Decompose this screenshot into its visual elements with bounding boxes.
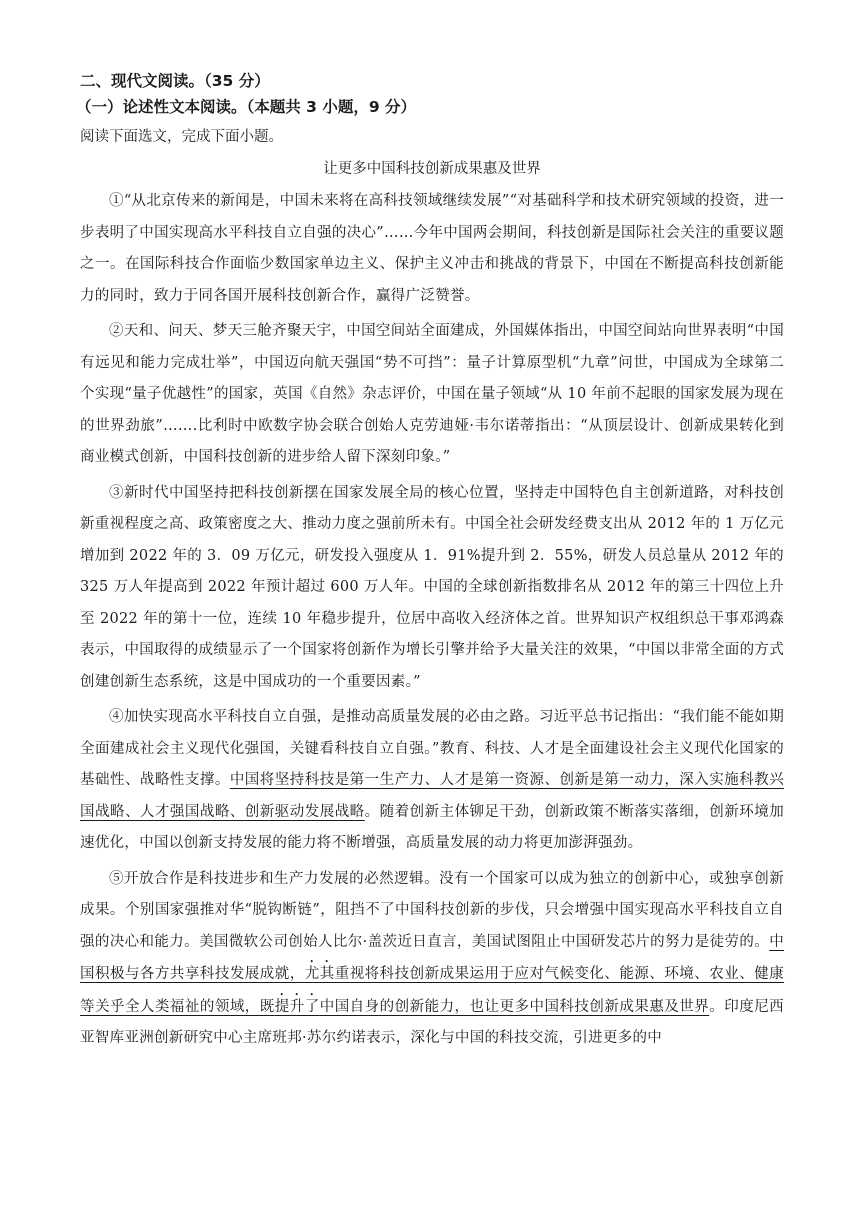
subsection-heading: （一）论述性文本阅读。（本题共 3 小题，9 分） (76, 98, 417, 116)
paragraph-2: ②天和、问天、梦天三舱齐聚天宇，中国空间站全面建成，外国媒体指出，中国空间站向世界表明“中国有远见和能力完成壮举”，中国迈向航天强国“势不可挡”：量子计算原型机“九章”问世，中国成为全球第二个实现“量子优越性”的国家，英国《自然》杂志评价，中国在量子领域“从 10 年前不起眼的国家发展为现在的世界劲旅”…….比利时中欧数字协会联合创始人克劳迪娅·韦尔诺蒂指出：“从顶层设计、创新成果转化到商业模式创新，中国科技创新的进步给人留下深刻印象。” (80, 323, 784, 465)
paragraph-5-text-start: ⑤开放合作是科技进步和生产力发展的必然逻辑。没有一个国家可以成为独立的创新中心，或独享创新成果。个别国家强推对华“脱钩断链”，阻挡不了中国科技创新的步伐，只会增强中国实现高水平科技自立自强的决心和能力。美国微软公司创始人比尔·盖茨近日直言，美国试图阻止中国研发芯片的努力是徒劳的。 (80, 870, 784, 950)
paragraph-1: ①“从北京传来的新闻是，中国未来将在高科技领域继续发展”“对基础科学和技术研究领域的投资，进一步表明了中国实现高水平科技自立自强的决心”……今年中国两会期间，科技创新是国际社会关注的重要议题之一。在国际科技合作面临少数国家单边主义、保护主义冲击和挑战的背景下，中国在不断提高科技创新能力的同时，致力于同各国开展科技创新合作，赢得广泛赞誉。 (80, 193, 784, 304)
exam-page (76, 68, 785, 1059)
paragraph-5 (80, 864, 784, 1055)
paragraph-3: ③新时代中国坚持把科技创新摆在国家发展全局的核心位置，坚持走中国特色自主创新道路，对科技创新重视程度之高、政策密度之大、推动力度之强前所未有。中国全社会研发经费支出从 2012 年的 1 万亿元增加到 2022 年的 3．09 万亿元，研发投入强度从 1．91%提升到 2．55%，研发人员总量从 2012 年的 325 万人年提高到 2022 年预计超过 600 万人年。中国的全球创新指数排名从 2012 年的第三十四位上升至 2022 年的第十一位，连续 10 年稳步提升，位居中高收入经济体之首。世界知识产权组织总干事邓鸿森表示，中国取得的成绩显示了一个国家将创新作为增长引擎并给予大量关注的效果，“中国以非常全面的方式创建创新生态系统，这是中国成功的一个重要因素。” (80, 484, 784, 690)
article-title: 让更多中国科技创新成果惠及世界 (323, 161, 541, 177)
paragraph-4-underlined-sentence: 中国将坚持科技是第一生产力、人才是第一资源、创新是第一动力，深入实施科教兴国战略、人才强国战略、创新驱动发展战略 (80, 772, 784, 820)
instruction-text: 阅读下面选文，完成下面小题。 (80, 129, 283, 145)
paragraph-5-underlined-part-3: 中国自身的创新能力，也让更多中国科技创新成果惠及世界 (319, 998, 710, 1015)
paragraph-5-underlined-part-2: 重视将科技创新成果运用于应对气候变化、能源、环境、农业、健康等关乎全人类福祉的领域，既 (80, 966, 785, 1015)
paragraph-5-dotted-word-1: 尤其 (304, 966, 335, 982)
paragraph-4 (80, 702, 784, 860)
paragraph-4-text-end: 。随着创新主体铆足干劲，创新政策不断落实落细，创新环境加速优化，中国以创新支持发展的能力将不断增强，高质量发展的动力将更加澎湃强劲。 (80, 803, 784, 851)
paragraph-4-text-start: ④加快实现高水平科技自立自强，是推动高质量发展的必由之路。习近平总书记指出：“我们能不能如期全面建成社会主义现代化强国，关键看科技自立自强。”教育、科技、人才是全面建设社会主义现代化国家的基础性、战略性支撑。 (80, 709, 784, 788)
section-heading: 二、现代文阅读。（35 分） (80, 72, 270, 90)
paragraph-5-dotted-word-2: 提升了 (274, 998, 320, 1015)
paragraph-5-underlined-part-1: 中国积极与各方共享科技发展成就， (80, 933, 784, 982)
paragraph-5-text-end: 。印度尼西亚智库亚洲创新研究中心主席班邦·苏尔约诺表示，深化与中国的科技交流，引进更多的中 (80, 998, 784, 1046)
